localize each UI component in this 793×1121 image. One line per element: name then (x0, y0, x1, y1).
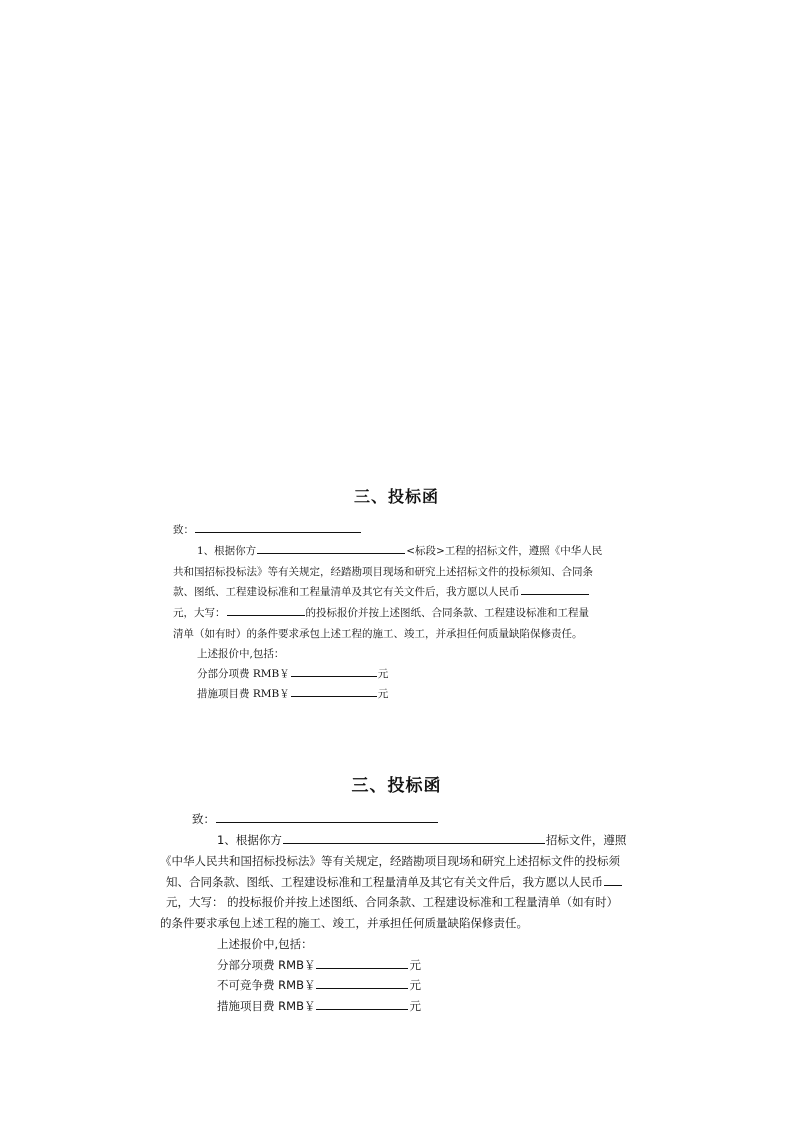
section2-title: 三、投标函 (351, 776, 442, 796)
section2-fee2-label: 不可竞争费 RMB￥ (217, 978, 316, 992)
section1-fee2-label: 措施项目费 RMB￥ (197, 688, 290, 700)
section1-to-line (173, 522, 362, 537)
section1-para-line3 (173, 584, 590, 599)
section1-p1b: <标段>工程的招标文件，遵照《中华人民 (406, 545, 603, 557)
recipient-blank[interactable] (195, 531, 361, 533)
section2-para-line5: 的条件要求承包上述工程的施工、竣工，并承担任何质量缺陷保修责任。 (160, 916, 528, 930)
section1-fee2-unit: 元 (377, 688, 389, 700)
section1-fee1-unit: 元 (377, 668, 389, 680)
section2-para-line3 (166, 874, 623, 890)
tenderer-blank-2[interactable] (283, 842, 545, 844)
section1-para-line1 (197, 543, 602, 558)
section2-fee3-unit: 元 (409, 999, 421, 1013)
section2-fee3-label: 措施项目费 RMB￥ (217, 999, 316, 1013)
section1-fee2-row (197, 686, 388, 701)
section1-p1a: 1、根据你方 (197, 545, 257, 557)
tenderer-blank[interactable] (257, 552, 405, 554)
fee3-blank-2[interactable] (316, 1008, 408, 1010)
amount-blank[interactable] (521, 593, 589, 595)
section2-fee2-row (217, 977, 421, 993)
section1-p4b: 的投标报价并按上述图纸、合同条款、工程建设标准和工程量 (305, 607, 589, 619)
section2-para-line6: 上述报价中,包括： (217, 937, 313, 951)
section1-p3: 款、图纸、工程建设标准和工程量清单及其它有关文件后，我方愿以人民币 (173, 586, 520, 598)
section1-title: 三、投标函 (353, 487, 439, 506)
amount-blank-2[interactable] (604, 884, 622, 886)
section2-fee1-label: 分部分项费 RMB￥ (217, 958, 316, 972)
section2-fee1-row (217, 957, 421, 973)
section1-to-label: 致： (173, 524, 194, 536)
section2-fee3-row (217, 998, 421, 1014)
section1-para-line4 (173, 605, 589, 620)
section2-p1a: 1、根据你方 (217, 833, 282, 847)
section1-p4a: 元，大写： (173, 607, 226, 619)
section1-fee1-label: 分部分项费 RMB￥ (197, 668, 290, 680)
section1-fee1-row (197, 666, 388, 681)
fee2-blank-2[interactable] (316, 987, 408, 989)
section2-para-line1 (217, 832, 626, 848)
section2-para-line2: 《中华人民共和国招标投标法》等有关规定，经踏勘项目现场和研究上述招标文件的投标须 (160, 854, 620, 868)
fee2-blank[interactable] (291, 695, 377, 697)
section2-to-line (192, 811, 439, 827)
recipient-blank-2[interactable] (216, 821, 438, 823)
section1-para-line6: 上述报价中,包括： (197, 648, 285, 660)
section2-para-line4: 元，大写： 的投标报价并按上述图纸、合同条款、工程建设标准和工程量清单（如有时） (166, 895, 619, 909)
fee1-blank[interactable] (291, 675, 377, 677)
section2-fee2-unit: 元 (409, 978, 421, 992)
section2-p3: 知、合同条款、图纸、工程建设标准和工程量清单及其它有关文件后，我方愿以人民币 (166, 875, 603, 889)
section2-fee1-unit: 元 (409, 958, 421, 972)
section1-para-line2: 共和国招标投标法》等有关规定，经踏勘项目现场和研究上述招标文件的投标须知、合同条 (173, 566, 593, 578)
amount-words-blank[interactable] (227, 614, 305, 616)
section2-p1b: 招标文件，遵照 (545, 833, 627, 847)
section1-para-line5: 清单（如有时）的条件要求承包上述工程的施工、竣工，并承担任何质量缺陷保修责任。 (173, 628, 583, 640)
fee1-blank-2[interactable] (316, 967, 408, 969)
section2-to-label: 致： (192, 812, 215, 826)
